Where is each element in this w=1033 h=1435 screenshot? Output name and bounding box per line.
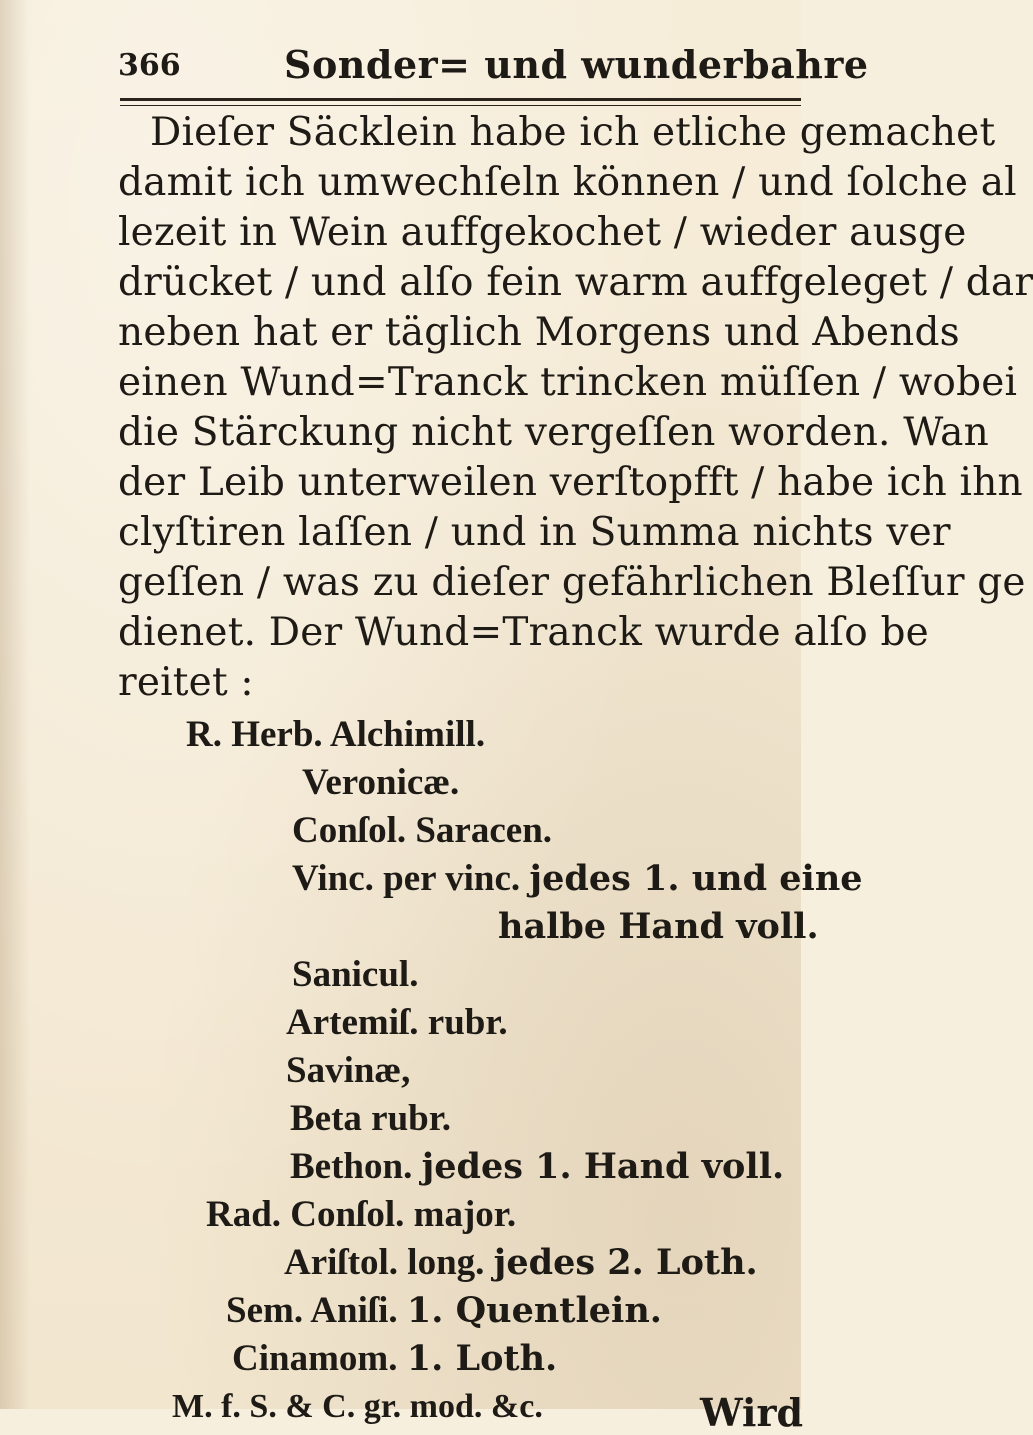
body-line: drücket / und alſo fein warm auffgeleget / dar (118, 260, 1033, 305)
recipe-latin: Veronicæ. (302, 762, 460, 803)
body-line: dienet. Der Wund=Tranck wurde alſo be (118, 610, 929, 655)
recipe-line (302, 760, 459, 806)
recipe-latin: Bethon. (290, 1146, 413, 1187)
recipe-latin: Conſol. Saracen. (292, 810, 553, 851)
recipe-quantity: jedes 1. und eine (529, 858, 863, 899)
body-line: lezeit in Wein auffgekochet / wieder ausge (118, 210, 967, 255)
recipe-latin: Savinæ, (286, 1050, 411, 1091)
body-line: damit ich umwechſeln können / und ſolche al (118, 160, 1017, 205)
recipe-latin: R. Herb. Alchimill. (186, 714, 486, 755)
body-line: Dieſer Säcklein habe ich etliche gemachet (150, 110, 996, 155)
recipe-latin: Artemiſ. rubr. (286, 1002, 508, 1043)
recipe-line (286, 1000, 508, 1046)
recipe-line (232, 1336, 557, 1382)
recipe-line (186, 712, 485, 758)
body-line: die Stärckung nicht vergeſſen worden. Wan (118, 410, 989, 455)
recipe-quantity: jedes 1. Hand voll. (421, 1146, 785, 1187)
recipe-line (286, 1048, 410, 1094)
body-line: neben hat er täglich Morgens und Abends (118, 310, 960, 355)
header-rule (120, 98, 801, 106)
recipe-quantity: jedes 2. Loth. (493, 1242, 758, 1283)
body-line: der Leib unterweilen verſtopfft / habe ich ihn (118, 460, 1023, 505)
recipe-latin: Sanicul. (292, 954, 419, 995)
recipe-line (498, 904, 819, 950)
recipe-latin: Rad. Conſol. major. (206, 1194, 517, 1235)
page-number: 366 (118, 48, 181, 83)
body-line: einen Wund=Tranck trincken müſſen / wobei (118, 360, 1018, 405)
body-line: geſſen / was zu dieſer gefährlichen Bleſſur ge (118, 560, 1026, 605)
recipe-latin: Ariſtol. long. (284, 1242, 485, 1283)
recipe-quantity: halbe Hand voll. (498, 906, 819, 947)
page-edge-shadow (0, 0, 30, 1409)
body-line: clyſtiren laſſen / und in Summa nichts ver (118, 510, 951, 555)
recipe-latin: M. f. S. & C. gr. mod. &c. (172, 1388, 543, 1425)
recipe-line (292, 952, 418, 998)
running-title: Sonder= und wunderbahre (284, 42, 869, 87)
catchword: Wird (700, 1390, 804, 1435)
recipe-quantity: 1. Quentlein. (406, 1290, 662, 1331)
recipe-latin: Sem. Aniſi. (226, 1290, 398, 1331)
page-header (118, 42, 869, 90)
recipe-line (206, 1192, 516, 1238)
recipe-line (284, 1240, 758, 1286)
recipe-line (290, 1096, 451, 1142)
recipe-latin: Beta rubr. (290, 1098, 452, 1139)
recipe-latin: Cinamom. (232, 1338, 398, 1379)
recipe-latin: Vinc. per vinc. (292, 858, 521, 899)
recipe-line (290, 1144, 784, 1190)
recipe-line (172, 1384, 543, 1430)
body-line: reitet : (118, 660, 254, 705)
recipe-line (226, 1288, 662, 1334)
recipe-line (292, 808, 552, 854)
recipe-line (292, 856, 863, 902)
recipe-quantity: 1. Loth. (406, 1338, 558, 1379)
